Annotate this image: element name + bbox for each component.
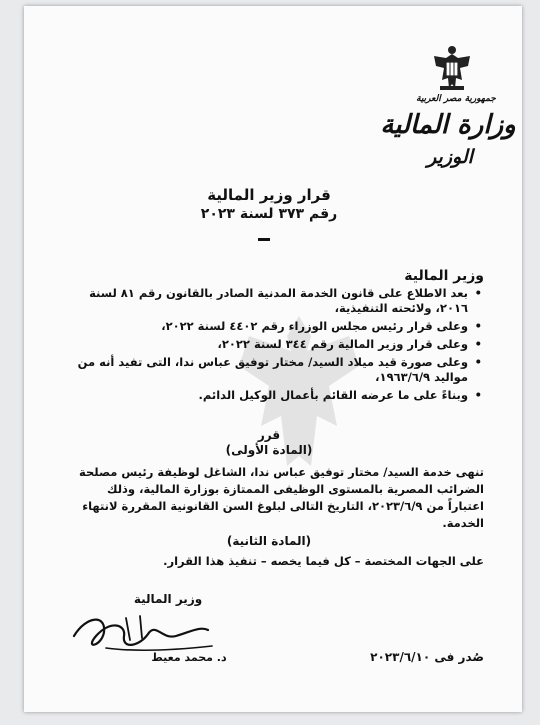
decree-number: رقم ٣٧٣ لسنة ٢٠٢٣ [200,206,338,222]
recitals-list [74,286,484,406]
decides-label: قرر [257,428,281,442]
list-item: • وعلى صورة قيد ميلاد السيد/ مختار توفيق عباس ندا، التى تفيد أنه من مواليد ١٩٦٣/٦/٩، [77,355,482,384]
ministry-name: وزارة المالية [380,110,516,140]
list-item: • وعلى قرار وزير المالية رقم ٣٤٤ لسنة ٢٠٢٢، [217,337,482,351]
republic-label: جمهورية مصر العربية [416,94,496,104]
article-2-text: على الجهات المختصة – كل فيما يخصه – تنفيذ هذا القرار. [163,554,484,568]
article-2-title: (المادة الثانية) [226,534,312,548]
list-item: • وعلى قرار رئيس مجلس الوزراء رقم ٤٤٠٢ لسنة ٢٠٢٢، [161,319,482,333]
minister-label: الوزير [427,146,473,168]
article-1-text: تنهى خدمة السيد/ مختار توفيق عباس ندا، الشاغل لوظيفة رئيس مصلحة الضرائب المصرية بالمستوى الوظيفى الممتازة بوزارة المالية، وذلك اعتباراً من ٢٠٢٣/٦/٩، التاريخ التالى لبلوغ السن القانونية المقررة لانتهاء الخدمة. [79,465,484,530]
decree-title: قرار وزير المالية [207,186,331,204]
title-divider [258,238,270,241]
issuer-heading: وزير المالية [404,268,484,284]
article-1-title: (المادة الأولى) [225,443,313,457]
signer-title: وزير المالية [133,592,203,606]
issue-date: صُدر فى ٢٠٢٣/٦/١٠ [370,650,484,664]
document-page [24,6,522,712]
signer-name: د. محمد معيط [151,651,227,664]
list-item: • وبناءً على ما عرضه القائم بأعمال الوكيل الدائم. [198,388,482,402]
list-item: • بعد الاطلاع على قانون الخدمة المدنية الصادر بالقانون رقم ٨١ لسنة ٢٠١٦، ولائحته التنفيذية، [89,286,482,315]
eagle-emblem-icon [432,44,472,92]
